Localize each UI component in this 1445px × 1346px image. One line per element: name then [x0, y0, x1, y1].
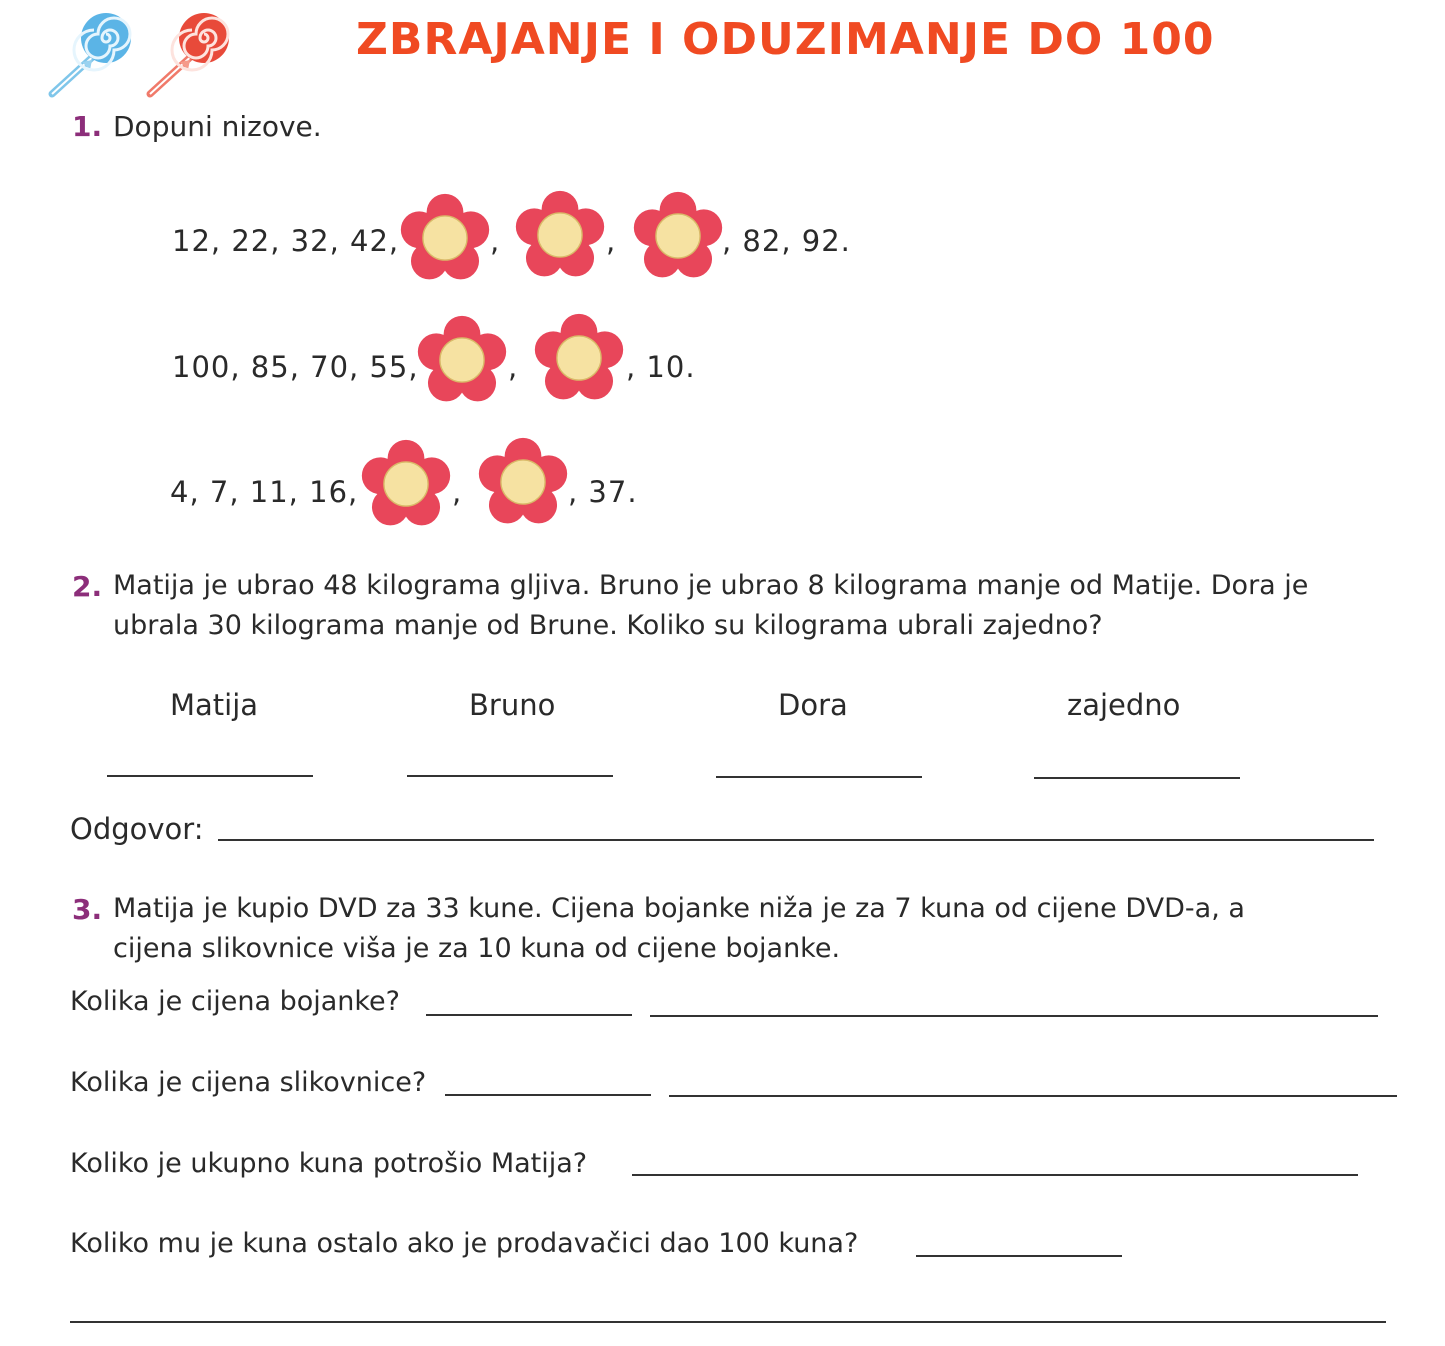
- page-title: ZBRAJANJE I ODUZIMANJE DO 100: [356, 14, 1215, 65]
- answer-blank-dora[interactable]: [716, 776, 922, 778]
- column-label-zajedno: zajedno: [1067, 688, 1181, 722]
- answer-line-ukupno[interactable]: [632, 1174, 1358, 1176]
- lollipop-red-icon: [144, 8, 234, 100]
- flower-icon[interactable]: [399, 192, 491, 284]
- answer-line-bojanka[interactable]: [650, 1015, 1378, 1017]
- answer-blank-bojanka[interactable]: [426, 1014, 632, 1016]
- lollipop-blue-icon: [44, 8, 134, 100]
- flower-icon[interactable]: [632, 190, 724, 282]
- sequence-2-start: 100, 85, 70, 55,: [172, 350, 419, 384]
- sequence-1-sep: ,: [606, 224, 617, 258]
- task-1-instruction: Dopuni nizove.: [113, 110, 322, 143]
- sequence-3-start: 4, 7, 11, 16,: [170, 475, 359, 509]
- task-2-number: 2.: [72, 570, 103, 603]
- sequence-1-end: , 82, 92.: [722, 224, 851, 258]
- question-slikovnica: Kolika je cijena slikovnice?: [70, 1067, 427, 1098]
- answer-line-task-2[interactable]: [218, 839, 1374, 841]
- sequence-2-sep: ,: [508, 350, 519, 384]
- answer-blank-ostatak[interactable]: [916, 1255, 1122, 1257]
- answer-label: Odgovor:: [70, 812, 204, 846]
- answer-line-slikovnica[interactable]: [669, 1095, 1397, 1097]
- task-1-number: 1.: [72, 110, 103, 143]
- question-ukupno: Koliko je ukupno kuna potrošio Matija?: [70, 1148, 588, 1179]
- task-3-text-line2: cijena slikovnice viša je za 10 kuna od cijene bojanke.: [113, 933, 841, 964]
- sequence-1-start: 12, 22, 32, 42,: [172, 224, 400, 258]
- task-2-text-line2: ubrala 30 kilograma manje od Brune. Koliko su kilograma ubrali zajedno?: [113, 610, 1103, 641]
- flower-icon[interactable]: [416, 314, 508, 406]
- flower-icon[interactable]: [514, 189, 606, 281]
- flower-icon[interactable]: [360, 438, 452, 530]
- task-3-number: 3.: [72, 893, 103, 926]
- flower-icon[interactable]: [477, 436, 569, 528]
- answer-blank-bruno[interactable]: [407, 775, 613, 777]
- answer-line-final[interactable]: [70, 1321, 1386, 1323]
- task-3-text-line1: Matija je kupio DVD za 33 kune. Cijena bojanke niža je za 7 kuna od cijene DVD-a, a: [113, 893, 1245, 924]
- column-label-dora: Dora: [778, 688, 848, 722]
- question-ostatak: Koliko mu je kuna ostalo ako je prodavačici dao 100 kuna?: [70, 1228, 859, 1259]
- answer-blank-matija[interactable]: [107, 775, 313, 777]
- sequence-1-sep: ,: [490, 224, 501, 258]
- column-label-bruno: Bruno: [469, 688, 556, 722]
- sequence-3-sep: ,: [452, 475, 463, 509]
- sequence-2-end: , 10.: [626, 350, 696, 384]
- answer-blank-zajedno[interactable]: [1034, 777, 1240, 779]
- answer-blank-slikovnica[interactable]: [445, 1094, 651, 1096]
- column-label-matija: Matija: [170, 688, 259, 722]
- flower-icon[interactable]: [533, 312, 625, 404]
- question-bojanka: Kolika je cijena bojanke?: [70, 986, 400, 1017]
- task-2-text-line1: Matija je ubrao 48 kilograma gljiva. Bruno je ubrao 8 kilograma manje od Matije. Dora je: [113, 570, 1309, 601]
- sequence-3-end: , 37.: [568, 475, 638, 509]
